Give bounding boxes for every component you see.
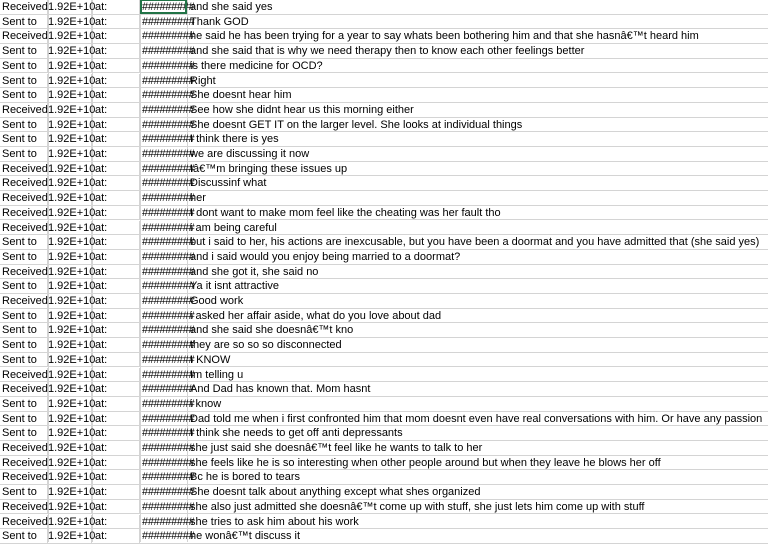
message-cell[interactable]: Bc he is bored to tears	[190, 471, 301, 484]
date-cell[interactable]: #########	[142, 442, 195, 454]
table-row	[0, 118, 768, 133]
message-cell[interactable]: and i said would you enjoy being married to a doormat?	[190, 250, 461, 263]
date-cell[interactable]: #########	[142, 250, 195, 263]
message-cell[interactable]: Good work	[190, 295, 244, 307]
direction-cell[interactable]: Sent to	[0, 132, 48, 146]
phone-number-cell[interactable]: 1.92E+10	[48, 339, 96, 352]
message-cell[interactable]: but i said to her, his actions are inexcusable, but you have been a doormat and you have admitted that (she said yes)	[190, 236, 760, 249]
selected-cell-indicator	[140, 0, 195, 14]
table-row	[0, 191, 768, 206]
direction-cell[interactable]: Sent to	[0, 529, 48, 543]
message-cell[interactable]: Right	[190, 74, 216, 87]
date-cell[interactable]: #########	[142, 59, 195, 72]
phone-number-cell[interactable]: 1.92E+10	[48, 397, 96, 410]
date-cell[interactable]: #########	[142, 15, 195, 28]
phone-number-cell[interactable]: 1.92E+10	[48, 324, 96, 337]
message-cell[interactable]: and she said that is why we need therapy then to know each other feelings better	[190, 45, 585, 58]
phone-number-cell[interactable]: 1.92E+10	[48, 148, 96, 160]
at-label-cell[interactable]: at:	[92, 235, 140, 249]
message-cell[interactable]: i know	[190, 397, 222, 410]
date-cell[interactable]: #########	[142, 368, 195, 381]
direction-cell[interactable]: Received	[2, 103, 48, 116]
message-cell[interactable]: he said he has been trying for a year to say whats been bothering him and that she hasnâ€™t heard him	[190, 30, 699, 43]
at-label-cell[interactable]: at:	[92, 309, 140, 323]
at-label-cell[interactable]: at:	[92, 250, 140, 264]
direction-cell[interactable]: Sent to	[0, 88, 48, 102]
direction-cell[interactable]: Sent to	[0, 353, 48, 367]
direction-cell[interactable]: Sent to	[0, 485, 48, 499]
direction-cell[interactable]: Received	[2, 1, 48, 13]
phone-number-cell[interactable]: 1.92E+10	[48, 265, 96, 278]
message-cell[interactable]: I dont want to make mom feel like the cheating was her fault tho	[190, 206, 501, 219]
at-label-cell[interactable]: at:	[92, 44, 140, 58]
at-label-cell[interactable]: at:	[92, 456, 140, 470]
direction-cell[interactable]: Sent to	[0, 412, 48, 426]
phone-number-cell[interactable]: 1.92E+10	[48, 456, 96, 469]
date-cell[interactable]: #########	[142, 148, 195, 160]
date-cell[interactable]: #########	[142, 45, 195, 58]
at-label-cell[interactable]: at:	[92, 515, 140, 529]
at-label-cell[interactable]: at:	[92, 382, 140, 396]
phone-number-cell[interactable]: 1.92E+10	[48, 515, 96, 528]
direction-cell[interactable]: Received	[2, 221, 48, 234]
date-cell[interactable]: #########	[142, 515, 195, 528]
direction-cell[interactable]: Received	[2, 500, 48, 513]
message-cell[interactable]: Dad told me when i first confronted him that mom doesnt even have real conversations with him. Or have any passion	[190, 412, 763, 425]
direction-cell[interactable]: Received	[2, 368, 48, 381]
direction-cell[interactable]: Sent to	[0, 44, 48, 58]
table-row	[0, 529, 768, 544]
at-label-cell[interactable]: at:	[92, 279, 140, 293]
table-row	[0, 206, 768, 221]
message-cell[interactable]: i am being careful	[190, 221, 277, 234]
at-label-cell[interactable]: at:	[92, 485, 140, 499]
phone-number-cell[interactable]: 1.92E+10	[48, 353, 96, 366]
table-row	[0, 0, 768, 15]
at-label-cell[interactable]: at:	[92, 74, 140, 88]
message-cell[interactable]: she tries to ask him about his work	[190, 515, 359, 528]
direction-cell[interactable]: Received	[2, 30, 48, 43]
date-cell[interactable]: #########	[142, 309, 195, 322]
phone-number-cell[interactable]: 1.92E+10	[48, 309, 96, 322]
direction-cell[interactable]: Sent to	[0, 59, 48, 73]
phone-number-cell[interactable]: 1.92E+10	[48, 442, 96, 454]
phone-number-cell[interactable]: 1.92E+10	[48, 192, 96, 205]
phone-number-cell[interactable]: 1.92E+10	[48, 500, 96, 513]
message-cell[interactable]: I think she needs to get off anti depressants	[190, 427, 403, 440]
message-cell[interactable]: See how she didnt hear us this morning either	[190, 103, 414, 116]
phone-number-cell[interactable]: 1.92E+10	[48, 250, 96, 263]
table-row	[0, 74, 768, 89]
table-row	[0, 279, 768, 294]
date-cell[interactable]: #########	[142, 324, 195, 337]
direction-cell[interactable]: Sent to	[0, 235, 48, 249]
phone-number-cell[interactable]: 1.92E+10	[48, 383, 96, 396]
phone-number-cell[interactable]: 1.92E+10	[48, 471, 96, 484]
message-cell[interactable]: and she said she doesnâ€™t kno	[190, 324, 354, 337]
phone-number-cell[interactable]: 1.92E+10	[48, 30, 96, 43]
at-label-cell[interactable]: at:	[92, 368, 140, 382]
table-row	[0, 500, 768, 515]
phone-number-cell[interactable]: 1.92E+10	[48, 530, 96, 543]
message-cell[interactable]: Im telling u	[190, 368, 244, 381]
date-cell[interactable]: #########	[142, 500, 195, 513]
table-row	[0, 323, 768, 338]
message-cell[interactable]: and she said yes	[190, 1, 273, 13]
table-row	[0, 162, 768, 177]
table-row	[0, 309, 768, 324]
direction-cell[interactable]: Sent to	[0, 250, 48, 264]
table-row	[0, 15, 768, 30]
message-cell[interactable]: i asked her affair aside, what do you love about dad	[190, 309, 442, 322]
table-row	[0, 294, 768, 309]
table-row	[0, 426, 768, 441]
direction-cell[interactable]: Received	[2, 442, 48, 454]
at-label-cell[interactable]: at:	[92, 529, 140, 543]
message-cell[interactable]: they are so so so disconnected	[190, 339, 342, 352]
date-cell[interactable]: #########	[142, 206, 195, 219]
date-cell[interactable]: #########	[142, 74, 195, 87]
date-cell[interactable]: #########	[142, 353, 195, 366]
phone-number-cell[interactable]: 1.92E+10	[48, 59, 96, 72]
phone-number-cell[interactable]: 1.92E+10	[48, 206, 96, 219]
direction-cell[interactable]: Received	[2, 295, 48, 307]
phone-number-cell[interactable]: 1.92E+10	[48, 103, 96, 116]
date-cell[interactable]: #########	[142, 295, 195, 307]
message-cell[interactable]: she just said she doesnâ€™t feel like he wants to talk to her	[190, 442, 483, 454]
table-row	[0, 456, 768, 471]
direction-cell[interactable]: Received	[2, 206, 48, 219]
date-cell[interactable]: #########	[142, 177, 195, 190]
at-label-cell[interactable]: at:	[92, 323, 140, 337]
at-label-cell[interactable]: at:	[92, 162, 140, 176]
message-cell[interactable]: And Dad has known that. Mom hasnt	[190, 383, 371, 396]
table-row	[0, 103, 768, 118]
message-cell[interactable]: She doesnt talk about anything except what shes organized	[190, 486, 481, 499]
table-row	[0, 470, 768, 485]
date-cell[interactable]: #########	[142, 192, 195, 205]
at-label-cell[interactable]: at:	[92, 132, 140, 146]
date-cell[interactable]: #########	[142, 471, 195, 484]
date-cell[interactable]: #########	[142, 280, 195, 293]
phone-number-cell[interactable]: 1.92E+10	[48, 74, 96, 87]
table-row	[0, 132, 768, 147]
table-row	[0, 44, 768, 59]
phone-number-cell[interactable]: 1.92E+10	[48, 368, 96, 381]
message-cell[interactable]: Iâ€™m bringing these issues up	[190, 162, 348, 175]
phone-number-cell[interactable]: 1.92E+10	[48, 177, 96, 190]
direction-cell[interactable]: Received	[2, 515, 48, 528]
phone-number-cell[interactable]: 1.92E+10	[48, 221, 96, 234]
phone-number-cell[interactable]: 1.92E+10	[48, 486, 96, 499]
table-row	[0, 265, 768, 280]
date-cell[interactable]: #########	[142, 162, 195, 175]
phone-number-cell[interactable]: 1.92E+10	[48, 412, 96, 425]
at-label-cell[interactable]: at:	[92, 412, 140, 426]
direction-cell[interactable]: Sent to	[0, 118, 48, 132]
table-row	[0, 235, 768, 250]
phone-number-cell[interactable]: 1.92E+10	[48, 133, 96, 146]
direction-cell[interactable]: Received	[2, 383, 48, 396]
message-cell[interactable]: I KNOW	[190, 353, 231, 366]
at-label-cell[interactable]: at:	[92, 118, 140, 132]
table-row	[0, 59, 768, 74]
table-row	[0, 338, 768, 353]
at-label-cell[interactable]: at:	[92, 441, 140, 455]
table-row	[0, 412, 768, 427]
direction-cell[interactable]: Sent to	[0, 147, 48, 161]
at-label-cell[interactable]: at:	[92, 88, 140, 102]
table-row	[0, 250, 768, 265]
phone-number-cell[interactable]: 1.92E+10	[48, 118, 96, 131]
phone-number-cell[interactable]: 1.92E+10	[48, 280, 96, 293]
message-cell[interactable]: I think there is yes	[190, 133, 279, 146]
table-row	[0, 88, 768, 103]
direction-cell[interactable]: Received	[2, 471, 48, 484]
direction-cell[interactable]: Received	[2, 192, 48, 205]
direction-cell[interactable]: Received	[2, 456, 48, 469]
message-cell[interactable]: Thank GOD	[190, 15, 249, 28]
date-cell[interactable]: #########	[142, 456, 195, 469]
at-label-cell[interactable]: at:	[92, 338, 140, 352]
table-row	[0, 397, 768, 412]
date-cell[interactable]: #########	[142, 397, 195, 410]
table-row	[0, 353, 768, 368]
table-row	[0, 515, 768, 530]
message-cell[interactable]: She doesnt hear him	[190, 89, 292, 102]
date-cell[interactable]: #########	[142, 133, 195, 146]
table-row	[0, 221, 768, 236]
message-cell[interactable]: Discussinf what	[190, 177, 267, 190]
date-cell[interactable]: #########	[142, 1, 195, 13]
direction-cell[interactable]: Received	[2, 265, 48, 278]
date-cell[interactable]: #########	[142, 89, 195, 102]
date-cell[interactable]: #########	[142, 265, 195, 278]
message-cell[interactable]: Ya it isnt attractive	[190, 280, 280, 293]
message-cell[interactable]: is there medicine for OCD?	[190, 59, 323, 72]
at-label-cell[interactable]: at:	[92, 176, 140, 190]
at-label-cell[interactable]: at:	[92, 15, 140, 29]
direction-cell[interactable]: Received	[2, 162, 48, 175]
at-label-cell[interactable]: at:	[92, 29, 140, 43]
at-label-cell[interactable]: at:	[92, 191, 140, 205]
direction-cell[interactable]: Sent to	[0, 279, 48, 293]
date-cell[interactable]: #########	[142, 221, 195, 234]
at-label-cell[interactable]: at:	[92, 426, 140, 440]
at-label-cell[interactable]: at:	[92, 500, 140, 514]
table-row	[0, 147, 768, 162]
date-cell[interactable]: #########	[142, 530, 195, 543]
table-row	[0, 441, 768, 456]
table-row	[0, 368, 768, 383]
date-cell[interactable]: #########	[142, 427, 195, 440]
date-cell[interactable]: #########	[142, 412, 195, 425]
at-label-cell[interactable]: at:	[92, 59, 140, 73]
direction-cell[interactable]: Sent to	[0, 426, 48, 440]
date-cell[interactable]: #########	[142, 383, 195, 396]
message-cell[interactable]: and she got it, she said no	[190, 265, 319, 278]
direction-cell[interactable]: Sent to	[0, 74, 48, 88]
at-label-cell[interactable]: at:	[92, 470, 140, 484]
phone-number-cell[interactable]: 1.92E+10	[48, 236, 96, 249]
table-row	[0, 382, 768, 397]
phone-number-cell[interactable]: 1.92E+10	[48, 427, 96, 440]
date-cell[interactable]: #########	[142, 486, 195, 499]
phone-number-cell[interactable]: 1.92E+10	[48, 1, 96, 13]
date-cell[interactable]: #########	[142, 30, 195, 43]
table-row	[0, 485, 768, 500]
message-cell[interactable]: she feels like he is so interesting when other people around but when they leave he blows her off	[190, 456, 661, 469]
at-label-cell[interactable]: at:	[92, 353, 140, 367]
table-row	[0, 29, 768, 44]
direction-cell[interactable]: Sent to	[0, 309, 48, 323]
at-label-cell[interactable]: at:	[92, 265, 140, 279]
phone-number-cell[interactable]: 1.92E+10	[48, 295, 96, 307]
at-label-cell[interactable]: at:	[92, 206, 140, 220]
phone-number-cell[interactable]: 1.92E+10	[48, 15, 96, 28]
direction-cell[interactable]: Sent to	[0, 397, 48, 411]
at-label-cell[interactable]: at:	[92, 294, 140, 308]
direction-cell[interactable]: Received	[2, 177, 48, 190]
direction-cell[interactable]: Sent to	[0, 338, 48, 352]
message-cell[interactable]: we are discussing it now	[190, 148, 310, 160]
phone-number-cell[interactable]: 1.92E+10	[48, 45, 96, 58]
date-cell[interactable]: #########	[142, 118, 195, 131]
at-label-cell[interactable]: at:	[92, 221, 140, 235]
phone-number-cell[interactable]: 1.92E+10	[48, 162, 96, 175]
table-row	[0, 176, 768, 191]
message-cell[interactable]: she also just admitted she doesnâ€™t come up with stuff, she just lets him come up with stuff	[190, 500, 645, 513]
direction-cell[interactable]: Sent to	[0, 323, 48, 337]
at-label-cell[interactable]: at:	[92, 103, 140, 117]
at-label-cell[interactable]: at:	[92, 0, 140, 14]
date-cell[interactable]: #########	[142, 103, 195, 116]
message-cell[interactable]: She doesnt GET IT on the larger level. She looks at individual things	[190, 118, 523, 131]
date-cell[interactable]: #########	[142, 236, 195, 249]
date-cell[interactable]: #########	[142, 339, 195, 352]
message-cell[interactable]: he wonâ€™t discuss it	[190, 530, 301, 543]
direction-cell[interactable]: Sent to	[0, 15, 48, 29]
at-label-cell[interactable]: at:	[92, 147, 140, 161]
message-cell[interactable]: her	[190, 192, 206, 205]
at-label-cell[interactable]: at:	[92, 397, 140, 411]
phone-number-cell[interactable]: 1.92E+10	[48, 89, 96, 102]
